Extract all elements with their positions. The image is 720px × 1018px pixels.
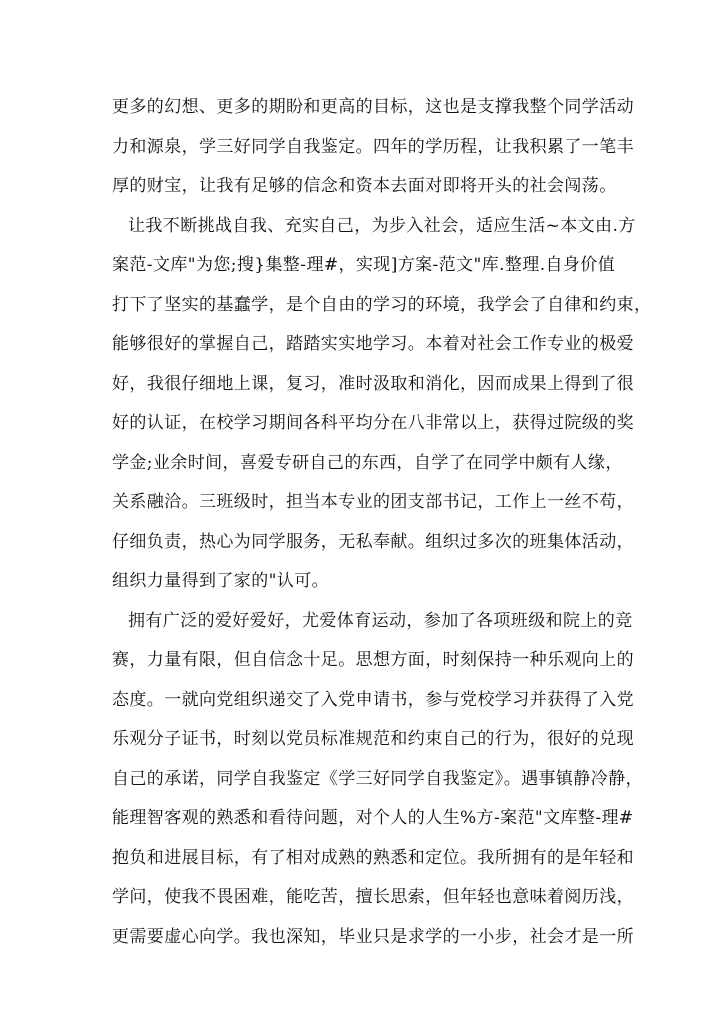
text-line: 力和源泉，学三好同学自我鉴定。四年的学历程，让我积累了一笔丰 bbox=[112, 136, 634, 157]
text-line: 组织力量得到了家的"认可。 bbox=[112, 571, 330, 591]
text-line: 赛，力量有限，但自信念十足。思想方面，时刻保持一种乐观向上的 bbox=[112, 650, 634, 670]
text-line: 厚的财宝，让我有足够的信念和资本去面对即将开头的社会闯荡。 bbox=[112, 176, 617, 196]
text-line: 打下了坚实的基蠢学，是个自由的学习的环境，我学会了自律和约束， bbox=[112, 294, 652, 315]
text-line: 好的认证，在校学习期间各科平均分在八非常以上，获得过院级的奖 bbox=[112, 413, 634, 433]
text-line: 学问，使我不畏困难，能吃苦，擅长思索，但年轻也意味着阅历浅， bbox=[112, 887, 634, 907]
text-line: 好，我很仔细地上课，复习，准时汲取和消化，因而成果上得到了很 bbox=[112, 373, 634, 394]
text-line: 更需要虚心向学。我也深知，毕业只是求学的一小步，社会才是一所 bbox=[112, 926, 634, 947]
text-line: 能够很好的掌握自己，踏踏实实地学习。本着对社会工作专业的极爱 bbox=[112, 334, 634, 354]
text-line: 乐观分子证书，时刻以党员标准规范和约束自己的行为，很好的兑现 bbox=[112, 729, 634, 749]
text-line: 拥有广泛的爱好爱好，尤爱体育运动，参加了各项班级和院上的竞 bbox=[128, 610, 633, 631]
text-line: 让我不断挑战自我、充实自己，为步入社会，适应生活~本文由.方 bbox=[128, 215, 636, 236]
text-line: 更多的幻想、更多的期盼和更高的目标，这也是支撑我整个同学活动 bbox=[112, 97, 634, 117]
body-text bbox=[112, 88, 652, 957]
text-line: 态度。一就向党组织递交了入党申请书，参与党校学习并获得了入党 bbox=[112, 689, 634, 710]
text-line: 关系融洽。三班级时，担当本专业的团支部书记，工作上一丝不苟， bbox=[112, 492, 634, 512]
text-line: 学金;业余时间，喜爱专研自己的东西，自学了在同学中颇有人缘， bbox=[112, 452, 623, 473]
text-line: 抱负和进展目标，有了相对成熟的熟悉和定位。我所拥有的是年轻和 bbox=[112, 847, 634, 868]
text-line: 仔细负责，热心为同学服务，无私奉献。组织过多次的班集体活动， bbox=[112, 531, 634, 552]
text-line: 自己的承诺，同学自我鉴定《学三好同学自我鉴定》。遇事镇静冷静， bbox=[112, 768, 643, 789]
text-line: 案范-文库"为您;搜}集整-理#，实现]方案-范文"库.整理.自身价值 bbox=[112, 255, 616, 275]
text-line: 能理智客观的熟悉和看待问题，对个人的人生%方-案范"文库整-理# bbox=[112, 808, 634, 828]
